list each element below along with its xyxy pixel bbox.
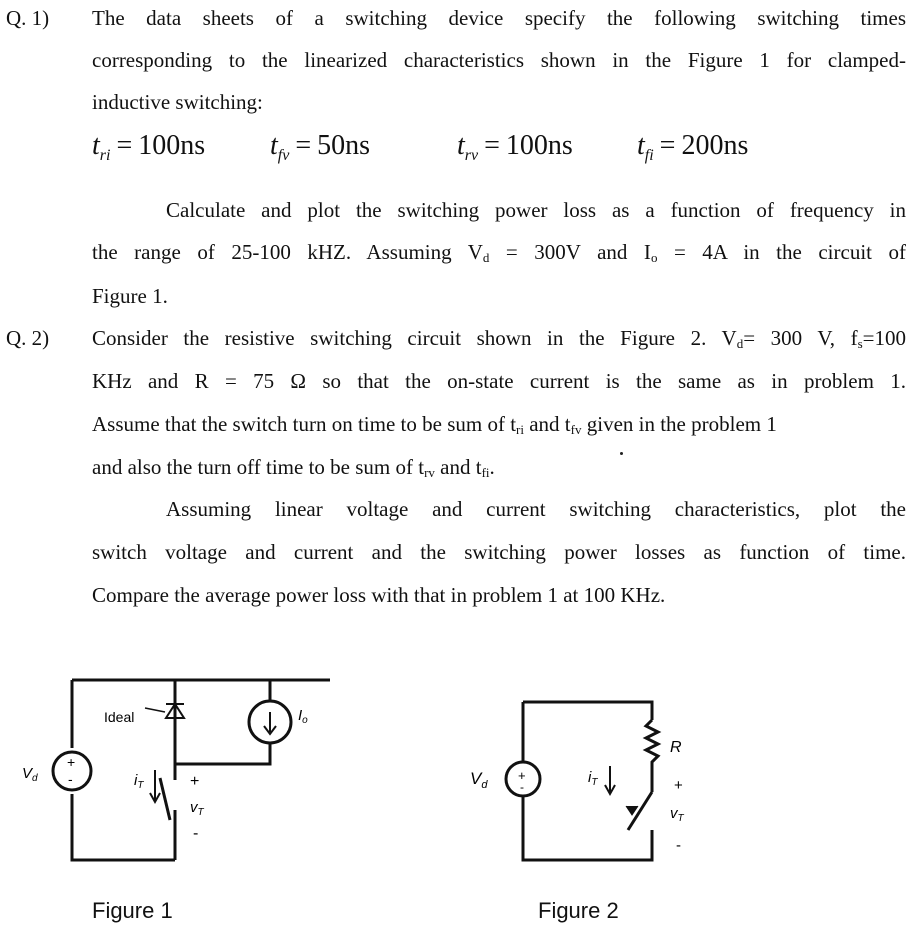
fig2-vt-minus: - [676, 837, 681, 854]
fig2-switch-arrow-icon [626, 806, 638, 815]
fig1-it-arrow-icon [150, 770, 160, 802]
figure-2-circuit [450, 680, 730, 880]
fig1-vd-minus: - [68, 771, 73, 787]
time-trv: $t_{rv} = 100ns$ [457, 130, 573, 164]
q2-line-3: Assume that the switch turn on time to be sum of $t_{ri}$ and $t_{fv}$ given in the problem 1 [92, 412, 777, 437]
fig2-vt-plus: + [674, 777, 683, 794]
q1-line-2: corresponding to the linearized characteristics shown in the Figure 1 for clamped- [92, 48, 906, 72]
q2-line-1: Consider the resistive switching circuit shown in the Figure 2. $V_d= 300$ V, $f_s=100$ [92, 326, 906, 351]
q2-line-5: Assuming linear voltage and current switching characteristics, plot the [166, 497, 906, 521]
q1-label: Q. 1) [6, 6, 50, 30]
time-tri: $t_{ri} = 100ns$ [92, 130, 206, 164]
fig1-left-wire-lower [72, 794, 175, 860]
fig2-bottom-wire [523, 796, 652, 860]
fig1-switch-blade [160, 778, 170, 820]
fig2-vd-minus: - [520, 780, 524, 794]
fig2-it-label: $i_T$ [588, 769, 598, 788]
fig1-vt-plus: + [190, 773, 200, 790]
fig2-vd-label: $V_d$ [470, 769, 488, 791]
q2-line-2: KHz and R = 75 Ω so that the on-state current is the same as in problem 1. [92, 369, 906, 393]
fig1-diode-leader [145, 708, 165, 712]
time-tfv: $t_{fv} = 50ns$ [270, 130, 371, 164]
fig2-top-wire [523, 702, 652, 720]
q2-label: Q. 2) [6, 326, 50, 350]
fig1-vd-label: $V_d$ [22, 765, 38, 784]
switching-times [92, 130, 852, 170]
figure-2-caption: Figure 2 [538, 898, 619, 923]
time-tfi: $t_{fi} = 200ns$ [637, 130, 749, 164]
fig1-io-arrow-icon [264, 712, 276, 734]
q1-line-3: inductive switching: [92, 90, 263, 114]
q1-calc-1: Calculate and plot the switching power loss as a function of frequency in [166, 198, 906, 222]
fig1-source-return [175, 744, 270, 764]
fig2-r-label: R [670, 739, 682, 756]
figure-1-circuit [0, 660, 360, 880]
fig2-resistor [646, 720, 658, 792]
fig1-it-label: $i_T$ [134, 772, 144, 791]
q2-line-4: and also the turn off time to be sum of $t_{rv}$ and $t_{fi}$. [92, 455, 495, 480]
fig2-it-arrow-icon [605, 766, 615, 794]
q1-calc-2: the range of 25-100 kHZ. Assuming $V_d = 300V$ and $I_o = 4A$ in the circuit of [92, 240, 906, 265]
stray-dot [620, 452, 623, 455]
fig1-vd-plus: + [67, 754, 76, 770]
fig1-vt-minus: - [193, 825, 199, 842]
fig1-io-label: $I_o$ [298, 707, 308, 726]
fig1-diode-label: Ideal [104, 709, 135, 725]
q1-line-1: The data sheets of a switching device specify the following switching times [92, 6, 906, 30]
q2-line-7: Compare the average power loss with that in problem 1 at 100 KHz. [92, 583, 666, 607]
figure-1-caption: Figure 1 [92, 898, 173, 923]
fig1-vt-label: $v_T$ [190, 799, 204, 818]
fig2-vd-plus: + [518, 768, 526, 783]
fig2-vt-label: $v_T$ [670, 805, 684, 824]
q1-calc-3: Figure 1. [92, 284, 168, 308]
q2-line-6: switch voltage and current and the switching power losses as function of time. [92, 540, 906, 564]
